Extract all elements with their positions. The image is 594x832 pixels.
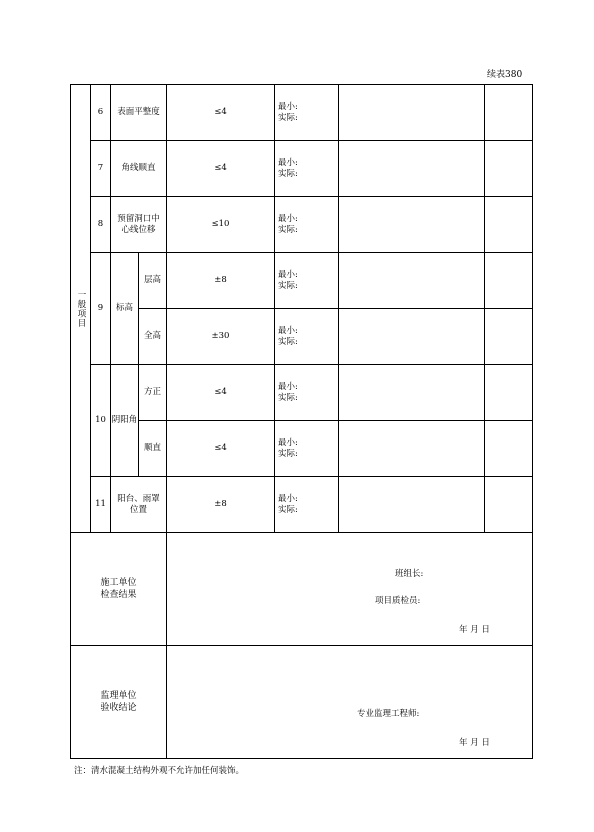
team-leader-label: 班组长: (395, 569, 424, 579)
tolerance: ±8 (167, 477, 275, 533)
construction-date: 年 月 日 (459, 625, 490, 635)
table-row (71, 85, 533, 141)
table-row (71, 253, 533, 309)
actual-label: 实际: (278, 168, 298, 179)
remark-cell[interactable] (485, 421, 533, 477)
quality-inspector-label: 项目质检员: (375, 596, 421, 606)
tolerance: ≤10 (167, 197, 275, 253)
actual-label: 实际: (278, 224, 298, 235)
min-label: 最小: (278, 325, 298, 336)
item-number: 8 (91, 197, 111, 253)
sub-item-name: 全高 (139, 309, 167, 365)
supervision-row (71, 646, 533, 759)
actual-label: 实际: (278, 280, 298, 291)
actual-label: 实际: (278, 448, 298, 459)
item-number: 7 (91, 141, 111, 197)
result-cell[interactable] (339, 253, 485, 309)
supervision-label: 监理单位 验收结论 (71, 646, 167, 759)
measure-cell (275, 253, 339, 309)
table-row (71, 477, 533, 533)
table-row (71, 309, 533, 365)
measure-cell (275, 365, 339, 421)
table-row (71, 141, 533, 197)
remark-cell[interactable] (485, 141, 533, 197)
measure-cell (275, 477, 339, 533)
actual-label: 实际: (278, 392, 298, 403)
min-label: 最小: (278, 101, 298, 112)
result-cell[interactable] (339, 421, 485, 477)
remark-cell[interactable] (485, 253, 533, 309)
category-cell: 一般项目 (71, 85, 91, 533)
result-cell[interactable] (339, 141, 485, 197)
result-cell[interactable] (339, 309, 485, 365)
supervising-engineer-label: 专业监理工程师: (357, 709, 420, 719)
construction-label: 施工单位 检查结果 (71, 533, 167, 646)
min-label: 最小: (278, 493, 298, 504)
item-number: 6 (91, 85, 111, 141)
tolerance: ≤4 (167, 365, 275, 421)
measure-cell (275, 141, 339, 197)
sub-item-name: 方正 (139, 365, 167, 421)
sub-item-name: 顺直 (139, 421, 167, 477)
supervision-date: 年 月 日 (459, 738, 490, 748)
inspection-table (70, 84, 533, 759)
item-name: 表面平整度 (111, 85, 167, 141)
tolerance: ≤4 (167, 421, 275, 477)
remark-cell[interactable] (485, 365, 533, 421)
min-label: 最小: (278, 269, 298, 280)
result-cell[interactable] (339, 365, 485, 421)
table-row (71, 197, 533, 253)
item-name: 阴阳角 (111, 365, 139, 477)
min-label: 最小: (278, 437, 298, 448)
table-row (71, 421, 533, 477)
continuation-label: 续表380 (487, 70, 523, 80)
result-cell[interactable] (339, 197, 485, 253)
actual-label: 实际: (278, 504, 298, 515)
actual-label: 实际: (278, 336, 298, 347)
tolerance: ±8 (167, 253, 275, 309)
construction-row (71, 533, 533, 646)
remark-cell[interactable] (485, 309, 533, 365)
tolerance: ±30 (167, 309, 275, 365)
item-number: 11 (91, 477, 111, 533)
tolerance: ≤4 (167, 85, 275, 141)
min-label: 最小: (278, 213, 298, 224)
measure-cell (275, 309, 339, 365)
item-name: 预留洞口中心线位移 (111, 197, 167, 253)
item-number: 10 (91, 365, 111, 477)
supervision-signature-area[interactable] (167, 646, 533, 759)
item-name: 标高 (111, 253, 139, 365)
min-label: 最小: (278, 381, 298, 392)
item-name: 阳台、雨罩位置 (111, 477, 167, 533)
min-label: 最小: (278, 157, 298, 168)
measure-cell (275, 85, 339, 141)
measure-cell (275, 421, 339, 477)
remark-cell[interactable] (485, 85, 533, 141)
sub-item-name: 层高 (139, 253, 167, 309)
tolerance: ≤4 (167, 141, 275, 197)
item-number: 9 (91, 253, 111, 365)
result-cell[interactable] (339, 85, 485, 141)
remark-cell[interactable] (485, 477, 533, 533)
measure-cell (275, 197, 339, 253)
remark-cell[interactable] (485, 197, 533, 253)
result-cell[interactable] (339, 477, 485, 533)
footnote: 注：清水混凝土结构外观不允许加任何装饰。 (74, 766, 245, 776)
table-row (71, 365, 533, 421)
construction-signature-area[interactable] (167, 533, 533, 646)
actual-label: 实际: (278, 112, 298, 123)
item-name: 角线顺直 (111, 141, 167, 197)
